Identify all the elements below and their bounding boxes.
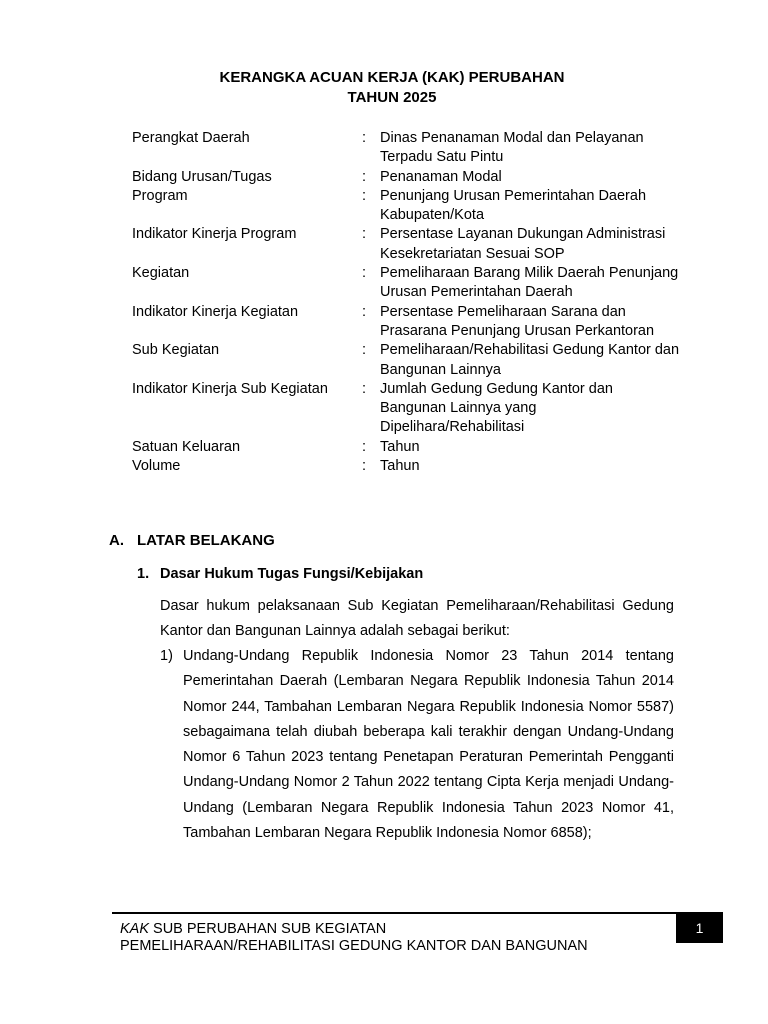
meta-value: Jumlah Gedung Gedung Kantor dan Bangunan Lainnya yang Dipelihara/Rehabilitasi [380,380,613,436]
intro-paragraph: Dasar hukum pelaksanaan Sub Kegiatan Pemeliharaan/Rehabilitasi Gedung Kantor dan Bangunan Lainnya adalah sebagai berikut: [160,598,674,639]
meta-label: Volume [132,458,181,475]
subsection-heading-1 [137,564,423,584]
meta-row [132,225,692,264]
meta-table [132,129,692,476]
meta-label: Indikator Kinerja Kegiatan [132,303,299,320]
meta-colon: : [362,303,367,320]
meta-value: Penanaman Modal [380,168,502,185]
meta-row [132,303,692,342]
section-number: A. [109,532,124,549]
meta-label: Indikator Kinerja Program [132,226,297,243]
meta-label: Sub Kegiatan [132,342,220,359]
meta-colon: : [362,187,367,204]
meta-label: Perangkat Daerah [132,130,250,146]
footer-kak: KAK [120,921,150,937]
meta-row [132,187,692,226]
meta-row [132,129,692,168]
footer-line-1 [120,921,588,938]
meta-colon: : [362,380,367,397]
meta-row [132,264,692,303]
document-title [0,68,768,108]
meta-colon: : [362,342,367,359]
meta-label: Kegiatan [132,265,190,282]
list-item-number: 1) [160,648,173,664]
meta-value: Dinas Penanaman Modal dan Pelayanan Terpadu Satu Pintu [380,130,644,166]
meta-row [132,341,692,380]
meta-colon: : [362,438,367,455]
meta-value: Pemeliharaan Barang Milik Daerah Penunjang Urusan Pemerintahan Daerah [380,265,679,301]
meta-value: Tahun [380,458,420,475]
meta-value: Penunjang Urusan Pemerintahan Daerah Kabupaten/Kota [380,187,647,224]
meta-row [132,438,692,457]
footer-line-1-text: SUB PERUBAHAN SUB KEGIATAN [149,921,387,937]
meta-label: Program [132,187,188,204]
meta-value: Tahun [380,438,420,455]
footer-line-2: PEMELIHARAAN/REHABILITASI GEDUNG KANTOR DAN BANGUNAN [120,938,588,954]
meta-row [132,168,692,187]
meta-row [132,457,692,476]
meta-colon: : [362,130,367,146]
meta-label: Satuan Keluaran [132,438,241,455]
subsection-number: 1. [137,566,150,582]
meta-row [132,380,692,438]
meta-label: Indikator Kinerja Sub Kegiatan [132,380,328,397]
meta-colon: : [362,226,367,243]
list-item-text: Undang-Undang Republik Indonesia Nomor 23 Tahun 2014 tentang Pemerintahan Daerah (Lembaran Negara Republik Indonesia Tahun 2014 Nomor 244, Tambahan Lembaran Negara Republik Indonesia Nomor 5587) sebagaimana telah diubah beberapa kali terakhir dengan Undang-Undang Nomor 6 Tahun 2023 tentang Penetapan Peraturan Pemerintah Pengganti Undang-Undang Nomor 2 Tahun 2022 tentang Cipta Kerja menjadi Undang-Undang (Lembaran Negara Republik Indonesia Tahun 2023 Nomor 41, Tambahan Lembaran Negara Republik Indonesia Nomor 6858); [183,648,674,842]
footer-title [120,921,588,955]
list-item [160,644,674,846]
meta-colon: : [362,265,367,282]
meta-colon: : [362,458,367,475]
meta-value: Persentase Pemeliharaan Sarana dan Prasarana Penunjang Urusan Perkantoran [380,303,655,339]
meta-colon: : [362,168,367,185]
section-heading-a [109,531,275,551]
section-title: LATAR BELAKANG [137,532,275,549]
meta-value: Pemeliharaan/Rehabilitasi Gedung Kantor dan Bangunan Lainnya [380,342,680,378]
meta-label: Bidang Urusan/Tugas [132,168,272,185]
title-line-1: KERANGKA ACUAN KERJA (KAK) PERUBAHAN [219,69,565,86]
title-line-2: TAHUN 2025 [347,89,437,106]
meta-value: Persentase Layanan Dukungan Administrasi Kesekretariatan Sesuai SOP [380,226,666,262]
page-number: 1 [676,913,723,943]
footer-divider [112,912,723,914]
subsection-title: Dasar Hukum Tugas Fungsi/Kebijakan [160,566,424,582]
